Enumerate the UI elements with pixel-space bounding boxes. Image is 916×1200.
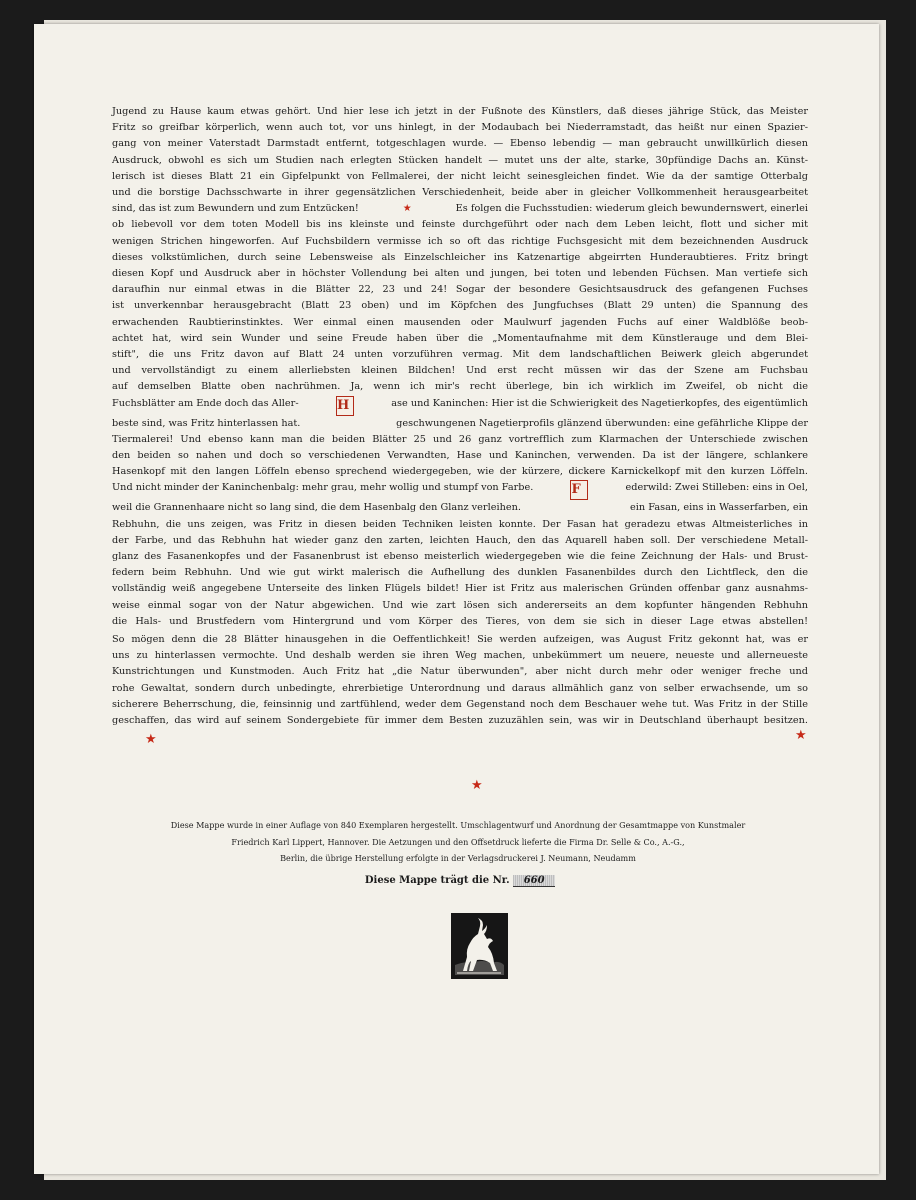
closing-line: sicherere Beherrschung, die, feinsinnig und zartfühlend, weder dem Gegenstand noch dem Beschauer wehe tut. Was Fritz in der Stille — [112, 698, 808, 710]
body-line-split — [112, 500, 808, 516]
body-line-segment: geschwungenen Nagetierprofils glänzend überwunden: eine gefährliche Klippe der — [396, 417, 808, 429]
body-line: glanz des Fasanenkopfes und der Fasanenbrust ist ebenso meisterlich wiedergegeben wie die feine Zeichnung der Hals- und Brust- — [112, 551, 808, 563]
closing-line: Kunstrichtungen und Kunstmoden. Auch Fritz hat „die Natur überwunden", aber nicht durch mehr oder weniger freche und — [112, 666, 808, 678]
body-line-segment: weil die Grannenhaare nicht so lang sind, die dem Hasenbalg den Glanz verleihen. — [112, 502, 521, 514]
edition-label: Diese Mappe trägt die Nr. — [364, 875, 510, 886]
body-line: vollständig weiß angegebene Unterseite des linken Flügels bildet! Hier ist Fritz aus malerischen Gründen offenbar ganz ausnahms- — [112, 583, 808, 595]
initial-h: H — [336, 396, 354, 416]
closing-line: geschaffen, das wird auf seinem Sondergebiete für immer dem Besten zuzuzählen sein, was wir in Deutschland überhaupt besitzen. — [112, 715, 808, 727]
body-line: Hasenkopf mit den langen Löffeln ebenso sprechend wiedergegeben, wie der kürzere, dickere Karnickelkopf mit den kurzen Löffeln. — [112, 466, 808, 478]
closing-line: rohe Gewaltat, sondern durch unbedingte, ehrerbietige Unterordnung und daraus allmählich ganz von selber erwachsende, um so — [112, 682, 808, 694]
star-icon: ★ — [145, 732, 157, 747]
body-line-segment: Und nicht minder der Kaninchenbalg: mehr grau, mehr wollig und stumpf von Farbe. — [112, 482, 534, 494]
body-line: federn beim Rebhuhn. Und wie gut wirkt malerisch die Aufhellung des dunklen Fasanenbildes durch den Lichtfleck, den die — [112, 567, 808, 579]
body-line: stift", die uns Fritz davon auf Blatt 24 unten vorzuführen vermag. Mit dem landschaftlichen Beiwerk gleich abgerundet — [112, 349, 808, 361]
chamois-logo-icon — [451, 913, 508, 979]
body-line: weise einmal sogar von der Natur abgewichen. Und wie zart lösen sich andererseits an dem kopfunter hängenden Rebhuhn — [112, 599, 808, 611]
body-line-segment: Fuchsblätter am Ende doch das Aller- — [112, 397, 299, 409]
body-line-segment: ase und Kaninchen: Hier ist die Schwierigkeit des Nagetierkopfes, des eigentümlich — [391, 397, 808, 409]
colophon — [150, 817, 766, 867]
initial-f: F — [570, 480, 588, 500]
closing-paragraph — [112, 632, 808, 729]
body-line: die Hals- und Brustfedern vom Hintergrund und vom Körper des Tieres, von dem sie sich in dieser Lage etwas abstellen! — [112, 615, 808, 627]
body-line-segment: Es folgen die Fuchsstudien: wiederum gleich bewundernswert, einerlei — [455, 203, 808, 215]
body-line: lerisch ist dieses Blatt 21 ein Gipfelpunkt von Fellmalerei, der nicht leicht seinesgleichen findet. Wie da der samtige Otterbalg — [112, 170, 808, 182]
body-line-split — [112, 396, 808, 416]
body-line: gang von meiner Vaterstadt Darmstadt entfernt, totgeschlagen wurde. — Ebenso lebendig — man gebraucht unwillkürlich diesen — [112, 138, 808, 150]
body-line: Ausdruck, obwohl es sich um Studien nach erlegten Stücken handelt — mutet uns der alte, starke, 30pfündige Dachs an. Künst- — [112, 154, 808, 166]
body-line: dieses volkstümlichen, durch seine Lebensweise als Einzelschleicher ins Katzenartige abgeirrten Hunderaubtieres. Fritz bringt — [112, 251, 808, 263]
body-line: Rebhuhn, die uns zeigen, was Fritz in diesen beiden Techniken leisten konnte. Der Fasan hat geradezu etwas Altmeisterliches in — [112, 518, 808, 530]
colophon-line: Friedrich Karl Lippert, Hannover. Die Aetzungen und den Offsetdruck lieferte die Firma Dr. Selle & Co., A.-G., — [231, 836, 685, 847]
body-line: erwachenden Raubtierinstinktes. Wer einmal einen mausenden oder Maulwurf jagenden Fuchs auf einer Waldblöße beob- — [112, 316, 808, 328]
closing-line: uns zu hinterlassen vermochte. Und deshalb werden sie ihren Weg machen, unbekümmert um neuere, neueste und allerneueste — [112, 650, 808, 662]
body-line-segment: ein Fasan, eins in Wasserfarben, ein — [630, 502, 808, 514]
body-line: und vervollständigt zu einem allerliebsten kleinen Bildchen! Und erst recht müssen wir das der Szene am Fuchsbau — [112, 365, 808, 377]
body-line: und die borstige Dachsschwarte in ihrer gegensätzlichen Verschiedenheit, beide aber in gleicher Vollkommenheit herausgearbeitet — [112, 187, 808, 199]
edition-number — [300, 875, 620, 887]
star-icon: ★ — [402, 203, 412, 215]
star-icon: ★ — [471, 778, 483, 793]
body-line: wenigen Strichen hingeworfen. Auf Fuchsbildern vermisse ich so oft das richtige Fuchsgesicht mit dem bezeichnenden Ausdruck — [112, 235, 808, 247]
body-line-segment: ederwild: Zwei Stilleben: eins in Oel, — [625, 482, 808, 494]
body-line: diesen Kopf und Ausdruck aber in höchster Vollendung bei alten und jungen, bei toten und lebenden Füchsen. Man vertiefe sich — [112, 268, 808, 280]
edition-number-value: 660 — [513, 875, 555, 887]
body-line: ist unverkennbar herausgebracht (Blatt 23 oben) und im Köpfchen des Jungfuchses (Blatt 29 unten) die Spannung des — [112, 300, 808, 312]
body-line-segment: sind, das ist zum Bewundern und zum Entzücken! — [112, 203, 359, 215]
body-line-split — [112, 201, 808, 217]
body-line-split — [112, 480, 808, 500]
body-line: daraufhin nur einmal etwas in die Blätter 22, 23 und 24! Sogar der besondere Gesichtsausdruck des gefangenen Fuchses — [112, 284, 808, 296]
body-line: der Farbe, und das Rebhuhn hat wieder ganz den zarten, leichten Hauch, den das Aquarell haben soll. Der verschiedene Metall- — [112, 534, 808, 546]
closing-line: So mögen denn die 28 Blätter hinausgehen in die Oeffentlichkeit! Sie werden aufzeigen, was August Fritz gekonnt hat, was er — [112, 634, 808, 645]
star-icon: ★ — [795, 728, 807, 743]
colophon-line: Diese Mappe wurde in einer Auflage von 840 Exemplaren hergestellt. Umschlagentwurf und Anordnung der Gesamtmappe von Kunstmaler — [170, 820, 746, 830]
body-line: Jugend zu Hause kaum etwas gehört. Und hier lese ich jetzt in der Fußnote des Künstlers, daß dieses jährige Stück, das Meister — [112, 106, 808, 117]
body-text — [112, 104, 808, 630]
colophon-line: Berlin, die übrige Herstellung erfolgte in der Verlagsdruckerei J. Neumann, Neudamm — [280, 853, 636, 863]
body-line: ob liebevoll vor dem toten Modell bis ins kleinste und feinste durchgeführt oder nach dem Leben leicht, flott und sicher mit — [112, 219, 808, 231]
body-line: den beiden so nahen und doch so verschiedenen Verwandten, Hase und Kaninchen, verwenden. Da ist der längere, schlankere — [112, 450, 808, 462]
body-line: Tiermalerei! Und ebenso kann man die beiden Blätter 25 und 26 ganz vortrefflich zum Klarmachen der Unterschiede zwischen — [112, 433, 808, 445]
body-line: Fritz so greifbar körperlich, wenn auch tot, vor uns hinlegt, in der Modaubach bei Niederramstadt, das heißt nur einen Spazier- — [112, 122, 808, 134]
body-line: auf demselben Blatte oben nachrühmen. Ja, wenn ich mir's recht überlege, bin ich wirklich im Zweifel, ob nicht die — [112, 381, 808, 393]
body-line: achtet hat, wird sein Wunder und seine Freude haben über die „Momentaufnahme mit dem Künstlerauge und dem Blei- — [112, 332, 808, 344]
body-line-split — [112, 416, 808, 432]
body-line-segment: beste sind, was Fritz hinterlassen hat. — [112, 417, 301, 429]
